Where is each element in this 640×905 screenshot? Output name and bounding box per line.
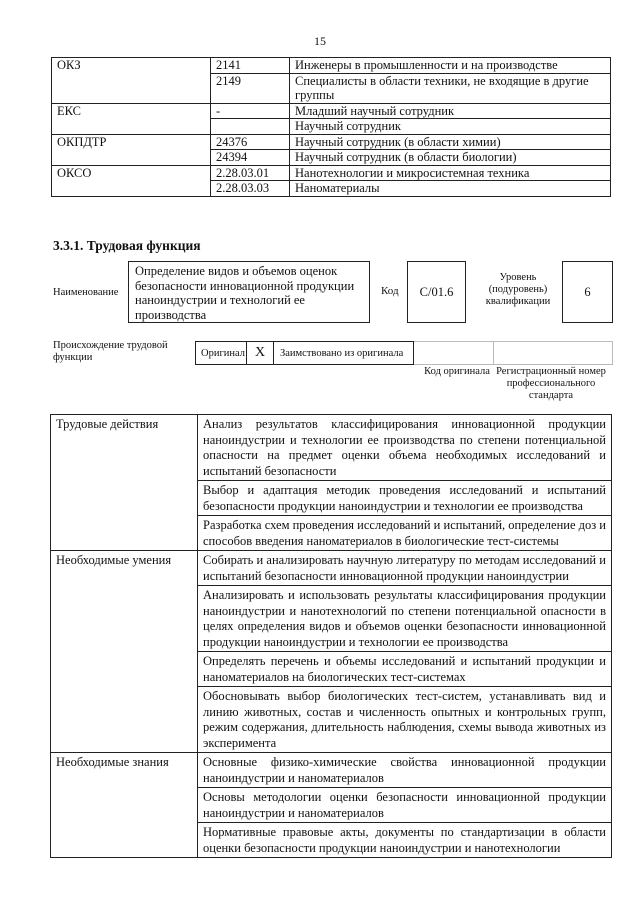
category-label: Необходимые умения (51, 551, 198, 753)
original-mark: X (247, 341, 274, 365)
list-item: Нормативные правовые акты, документы по стандартизации в области оценки безопасности продукции наноиндустрии и нанотехнологии (198, 823, 612, 858)
classifier-title: Наноматериалы (290, 181, 611, 197)
table-row (52, 103, 611, 119)
reg-number-cell (494, 341, 613, 365)
table-row (51, 415, 612, 481)
classifier-code: 24394 (211, 150, 290, 166)
level-label: Уровень (подуровень) квалификации (485, 272, 551, 307)
list-item: Разработка схем проведения исследований и испытаний, определение доз и способов введения наноматериалов в биологические тест-системы (198, 516, 612, 551)
section-title: 3.3.1. Трудовая функция (53, 238, 201, 253)
original-label: Оригинал (195, 341, 247, 365)
list-item: Выбор и адаптация методик проведения исследований и испытаний безопасности продукции наноиндустрии и технологии ее производства (198, 481, 612, 516)
list-item: Анализ результатов классифицирования инновационной продукции наноиндустрии и технологии ее производства по степени потенциальной опасности на предмет оценки объема необходимых исследований и испытаний безопасности (198, 415, 612, 481)
table-row (52, 58, 611, 74)
reg-number-label: Регистрационный номер профессионального стандарта (496, 366, 606, 401)
classifier-title: Специалисты в области техники, не входящие в другие группы (290, 73, 611, 103)
origin-label: Происхождение трудовой функции (53, 340, 168, 363)
classifier-title: Младший научный сотрудник (290, 103, 611, 119)
table-row (52, 165, 611, 181)
classifier-code: 2.28.03.01 (211, 165, 290, 181)
classifier-name: ЕКС (52, 103, 211, 119)
table-row (52, 181, 611, 197)
table-row (51, 753, 612, 788)
table-row (52, 73, 611, 103)
list-item: Основные физико-химические свойства инновационной продукции наноиндустрии и наноматериалов (198, 753, 612, 788)
table-row (52, 134, 611, 150)
classifier-title: Научный сотрудник (в области химии) (290, 134, 611, 150)
table-row (52, 119, 611, 135)
table-row (52, 150, 611, 166)
name-label: Наименование (53, 287, 119, 298)
classifier-code: 2141 (211, 58, 290, 74)
classifier-title: Нанотехнологии и микросистемная техника (290, 165, 611, 181)
qualification-level: 6 (562, 261, 613, 323)
classifier-title: Инженеры в промышленности и на производстве (290, 58, 611, 74)
classifier-name: ОКЗ (52, 58, 211, 74)
list-item: Собирать и анализировать научную литературу по методам исследований и испытаний безопасности инновационной продукции наноиндустрии (198, 551, 612, 586)
code-original-cell (414, 341, 494, 365)
list-item: Анализировать и использовать результаты классифицирования продукции наноиндустрии и нанотехнологий по степени потенциальной опасности в целях определения видов и объемов оценки безопасности инновационной продукции наноиндустрии и технологии ее производства (198, 586, 612, 652)
classifier-table (51, 57, 611, 197)
classifier-code (211, 119, 290, 135)
list-item: Обосновывать выбор биологических тест-систем, устанавливать вид и линию животных, состав и численность опытных и контрольных групп, режим содержания, длительность наблюдения, схемы вывода животных из эксперимента (198, 687, 612, 753)
classifier-name: ОКСО (52, 165, 211, 181)
classifier-code: 2.28.03.03 (211, 181, 290, 197)
function-name: Определение видов и объемов оценок безопасности инновационной продукции наноиндустрии и технологий ее производства (128, 261, 370, 323)
function-details-table (50, 414, 612, 858)
classifier-code: 2149 (211, 73, 290, 103)
function-code: C/01.6 (407, 261, 466, 323)
page-number: 15 (314, 34, 326, 48)
list-item: Определять перечень и объемы исследований и испытаний продукции и наноматериалов на биологических тест-системах (198, 652, 612, 687)
category-label: Необходимые знания (51, 753, 198, 858)
list-item: Основы методологии оценки безопасности инновационной продукции наноиндустрии и наноматериалов (198, 788, 612, 823)
code-label: Код (381, 285, 399, 297)
classifier-title: Научный сотрудник (290, 119, 611, 135)
classifier-code: 24376 (211, 134, 290, 150)
origin-row (195, 341, 613, 365)
classifier-code: - (211, 103, 290, 119)
table-row (51, 551, 612, 586)
code-original-label: Код оригинала (424, 366, 490, 377)
classifier-title: Научный сотрудник (в области биологии) (290, 150, 611, 166)
borrowed-label: Заимствовано из оригинала (274, 341, 414, 365)
classifier-name: ОКПДТР (52, 134, 211, 150)
category-label: Трудовые действия (51, 415, 198, 551)
